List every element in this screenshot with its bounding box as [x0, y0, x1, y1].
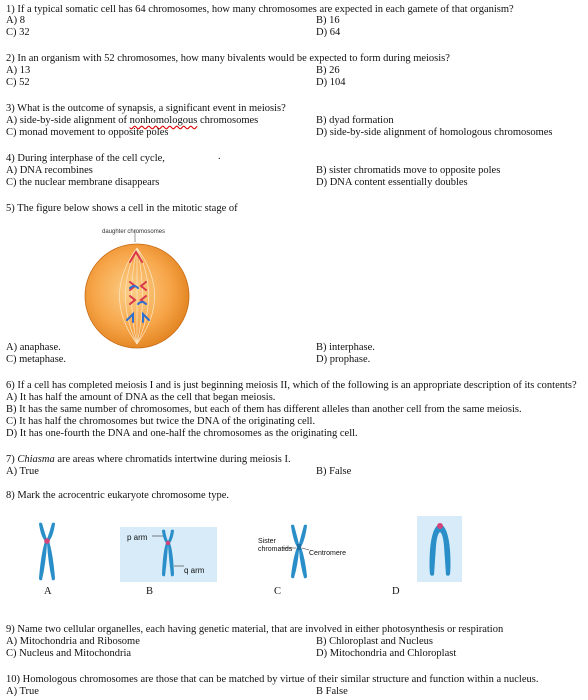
q7-question-rest: are areas where chromatids intertwine during meiosis I.: [54, 454, 291, 465]
q8-question: 8) Mark the acrocentric eukaryote chromosome type.: [6, 490, 230, 501]
q6-option-c[interactable]: C) It has half the chromosomes but twice the DNA of the originating cell.: [6, 416, 316, 427]
q9-question: 9) Name two cellular organelles, each having genetic material, that are involved in either photosynthesis or respiration: [6, 624, 504, 635]
q1-option-a[interactable]: A) 8: [6, 15, 25, 26]
centromere-pointer: [302, 548, 309, 550]
q1-question: 1) If a typical somatic cell has 64 chromosomes, how many chromosomes are expected in each gamete of that organism?: [6, 4, 514, 15]
q9-option-b[interactable]: B) Chloroplast and Nucleus: [316, 636, 433, 647]
label-p-arm: p arm: [127, 533, 148, 542]
q5-option-a[interactable]: A) anaphase.: [6, 342, 61, 353]
q5-question: 5) The figure below shows a cell in the mitotic stage of: [6, 203, 238, 214]
q9-option-d[interactable]: D) Mitochondria and Chloroplast: [316, 648, 457, 659]
q2-option-b[interactable]: B) 26: [316, 65, 340, 76]
q10-option-b[interactable]: B False: [316, 686, 348, 697]
q3-option-a-suffix: chromosomes: [197, 115, 259, 126]
q7-question: [6, 454, 291, 465]
chromosome-b-figure[interactable]: [140, 529, 190, 579]
q6-option-d[interactable]: D) It has one-fourth the DNA and one-half the chromosomes as the originating cell.: [6, 428, 358, 439]
centromere-dot: [166, 541, 170, 545]
q10-option-a[interactable]: A) True: [6, 686, 39, 697]
label-q-arm: q arm: [184, 566, 205, 575]
chromosome-label-a: A: [44, 586, 52, 597]
q5-option-c[interactable]: C) metaphase.: [6, 354, 67, 365]
q6-option-b[interactable]: B) It has the same number of chromosomes, but each of them has different alleles than another cell from the same meiosis.: [6, 404, 522, 415]
cell-anaphase-figure: [80, 230, 200, 350]
centromere-constriction: [297, 544, 301, 550]
q2-option-c[interactable]: C) 52: [6, 77, 30, 88]
q3-question: 3) What is the outcome of synapsis, a significant event in meiosis?: [6, 103, 286, 114]
q5-option-d[interactable]: D) prophase.: [316, 354, 371, 365]
chromosome-a-figure[interactable]: [36, 522, 58, 582]
stray-dot: .: [218, 151, 221, 162]
q4-option-b[interactable]: B) sister chromatids move to opposite poles: [316, 165, 501, 176]
q4-option-a[interactable]: A) DNA recombines: [6, 165, 93, 176]
q4-question: 4) During interphase of the cell cycle,: [6, 153, 165, 164]
q7-number: 7): [6, 454, 18, 465]
q3-option-a[interactable]: [6, 115, 258, 126]
q1-option-c[interactable]: C) 32: [6, 27, 30, 38]
q1-option-d[interactable]: D) 64: [316, 27, 341, 38]
q7-option-a[interactable]: A) True: [6, 466, 39, 477]
q9-option-a[interactable]: A) Mitochondria and Ribosome: [6, 636, 140, 647]
q6-option-a[interactable]: A) It has half the amount of DNA as the cell that began meiosis.: [6, 392, 276, 403]
q9-option-c[interactable]: C) Nucleus and Mitochondria: [6, 648, 132, 659]
q10-question: 10) Homologous chromosomes are those that can be matched by virtue of their similar structure and function within a nucleus.: [6, 674, 539, 685]
q3-option-a-prefix: A) side-by-side alignment of: [6, 115, 130, 126]
chromosome-c-figure[interactable]: [288, 524, 312, 580]
misspelled-word: nonhomologous: [129, 115, 198, 126]
q3-option-b[interactable]: B) dyad formation: [316, 115, 394, 126]
centromere-dot: [437, 523, 443, 529]
q6-question: 6) If a cell has completed meiosis I and is just beginning meiosis II, which of the following is an appropriate description of its contents?: [6, 380, 577, 391]
q4-option-c[interactable]: C) the nuclear membrane disappears: [6, 177, 160, 188]
label-sister-chromatids: Sister chromatids: [258, 538, 293, 553]
q5-option-b[interactable]: B) interphase.: [316, 342, 375, 353]
centromere-dot: [44, 538, 50, 544]
chromosome-label-d: D: [392, 586, 400, 597]
q1-option-b[interactable]: B) 16: [316, 15, 340, 26]
q4-option-d[interactable]: D) DNA content essentially doubles: [316, 177, 468, 188]
chromosome-label-b: B: [146, 586, 154, 597]
q2-question: 2) In an organism with 52 chromosomes, how many bivalents would be expected to form during meiosis?: [6, 53, 450, 64]
q7-option-b[interactable]: B) False: [316, 466, 352, 477]
q3-option-d[interactable]: D) side-by-side alignment of homologous chromosomes: [316, 127, 553, 138]
q7-term: Chiasma: [17, 454, 55, 465]
q3-option-c[interactable]: C) monad movement to opposite poles: [6, 127, 169, 138]
chromosome-d-figure[interactable]: [426, 520, 454, 578]
figure-label-daughter-chromosomes: daughter chromosomes: [102, 229, 166, 235]
q2-option-a[interactable]: A) 13: [6, 65, 31, 76]
chromosome-label-c: C: [274, 586, 282, 597]
q2-option-d[interactable]: D) 104: [316, 77, 346, 88]
label-centromere: Centromere: [309, 550, 346, 557]
